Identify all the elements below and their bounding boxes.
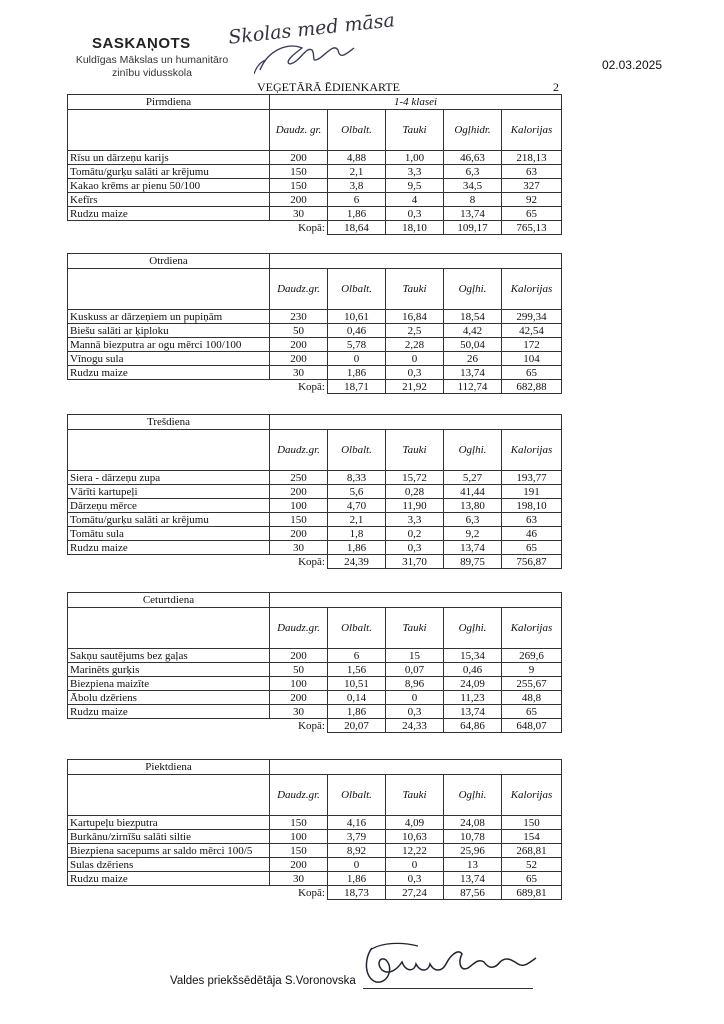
- protein-cell: 1,86: [328, 705, 386, 719]
- kcal-cell: 48,8: [502, 691, 562, 705]
- column-header-row: [68, 430, 562, 471]
- dish-name: Rudzu maize: [68, 366, 270, 380]
- protein-cell: 10,51: [328, 677, 386, 691]
- total-fat: 21,92: [386, 380, 444, 394]
- day-title-row: [68, 254, 562, 269]
- table-row: [68, 872, 562, 886]
- protein-cell: 3,79: [328, 830, 386, 844]
- fat-cell: 3,3: [386, 165, 444, 179]
- carbs-cell: 13,74: [444, 705, 502, 719]
- table-row: [68, 677, 562, 691]
- kcal-cell: 52: [502, 858, 562, 872]
- group-label: [270, 415, 562, 430]
- total-protein: 18,71: [328, 380, 386, 394]
- carbs-cell: 24,08: [444, 816, 502, 830]
- carbs-cell: 15,34: [444, 649, 502, 663]
- table-row: [68, 165, 562, 179]
- document-date: 02.03.2025: [601, 58, 662, 72]
- table-row: [68, 541, 562, 555]
- header-protein: Olbalt.: [328, 110, 386, 151]
- approval-school-line2: zinību vidusskola: [112, 67, 192, 79]
- protein-cell: 10,61: [328, 310, 386, 324]
- fat-cell: 11,90: [386, 499, 444, 513]
- total-fat: 31,70: [386, 555, 444, 569]
- table-row: [68, 663, 562, 677]
- total-fat: 24,33: [386, 719, 444, 733]
- protein-cell: 8,92: [328, 844, 386, 858]
- qty-cell: 30: [270, 207, 328, 221]
- protein-cell: 4,88: [328, 151, 386, 165]
- dish-name: Siera - dārzeņu zupa: [68, 471, 270, 485]
- fat-cell: 10,63: [386, 830, 444, 844]
- header-fat: Tauki: [386, 430, 444, 471]
- total-protein: 24,39: [328, 555, 386, 569]
- qty-cell: 200: [270, 858, 328, 872]
- kcal-cell: 42,54: [502, 324, 562, 338]
- qty-cell: 100: [270, 677, 328, 691]
- dish-name: Kuskuss ar dārzeņiem un pupiņām: [68, 310, 270, 324]
- qty-cell: 50: [270, 324, 328, 338]
- protein-cell: 8,33: [328, 471, 386, 485]
- day-title-row: [68, 760, 562, 775]
- qty-cell: 100: [270, 830, 328, 844]
- qty-cell: 150: [270, 844, 328, 858]
- fat-cell: 0,3: [386, 541, 444, 555]
- total-protein: 18,73: [328, 886, 386, 900]
- fat-cell: 1,00: [386, 151, 444, 165]
- table-row: [68, 366, 562, 380]
- fat-cell: 12,22: [386, 844, 444, 858]
- header-fat: Tauki: [386, 110, 444, 151]
- carbs-cell: 9,2: [444, 527, 502, 541]
- total-label: Kopā:: [68, 886, 328, 900]
- total-kcal: 756,87: [502, 555, 562, 569]
- carbs-cell: 6,3: [444, 165, 502, 179]
- page-number: 2: [553, 80, 559, 94]
- dish-name: Tomātu/gurķu salāti ar krējumu: [68, 513, 270, 527]
- fat-cell: 16,84: [386, 310, 444, 324]
- fat-cell: 4,09: [386, 816, 444, 830]
- approval-stamp-title: SASKAŅOTS: [92, 35, 191, 52]
- day-title-row: [68, 593, 562, 608]
- protein-cell: 2,1: [328, 165, 386, 179]
- total-row: [68, 555, 562, 569]
- carbs-cell: 13,74: [444, 541, 502, 555]
- protein-cell: 5,78: [328, 338, 386, 352]
- document-title: VEĢETĀRĀ ĒDIENKARTE: [257, 80, 400, 94]
- fat-cell: 3,3: [386, 513, 444, 527]
- table-row: [68, 179, 562, 193]
- kcal-cell: 193,77: [502, 471, 562, 485]
- qty-cell: 200: [270, 151, 328, 165]
- total-carbs: 64,86: [444, 719, 502, 733]
- qty-cell: 250: [270, 471, 328, 485]
- qty-cell: 230: [270, 310, 328, 324]
- qty-cell: 200: [270, 352, 328, 366]
- header-protein: Olbalt.: [328, 269, 386, 310]
- fat-cell: 15: [386, 649, 444, 663]
- carbs-cell: 13,74: [444, 207, 502, 221]
- header-fat: Tauki: [386, 269, 444, 310]
- table-row: [68, 485, 562, 499]
- header-calories: Kalorijas: [502, 110, 562, 151]
- qty-cell: 150: [270, 816, 328, 830]
- protein-cell: 0,14: [328, 691, 386, 705]
- header-fat: Tauki: [386, 775, 444, 816]
- fat-cell: 0,2: [386, 527, 444, 541]
- qty-cell: 30: [270, 705, 328, 719]
- total-row: [68, 221, 562, 235]
- fat-cell: 8,96: [386, 677, 444, 691]
- dish-name: Kakao krēms ar pienu 50/100: [68, 179, 270, 193]
- table-row: [68, 705, 562, 719]
- kcal-cell: 268,81: [502, 844, 562, 858]
- total-fat: 27,24: [386, 886, 444, 900]
- table-row: [68, 844, 562, 858]
- total-row: [68, 380, 562, 394]
- fat-cell: 15,72: [386, 471, 444, 485]
- carbs-cell: 34,5: [444, 179, 502, 193]
- kcal-cell: 63: [502, 513, 562, 527]
- header-protein: Olbalt.: [328, 775, 386, 816]
- protein-cell: 2,1: [328, 513, 386, 527]
- protein-cell: 4,16: [328, 816, 386, 830]
- protein-cell: 1,8: [328, 527, 386, 541]
- header-calories: Kalorijas: [502, 775, 562, 816]
- total-kcal: 648,07: [502, 719, 562, 733]
- dish-name: Rudzu maize: [68, 541, 270, 555]
- total-kcal: 765,13: [502, 221, 562, 235]
- qty-cell: 200: [270, 527, 328, 541]
- header-carbs: Ogļhi.: [444, 430, 502, 471]
- table-row: [68, 499, 562, 513]
- carbs-cell: 25,96: [444, 844, 502, 858]
- header-calories: Kalorijas: [502, 608, 562, 649]
- protein-cell: 0: [328, 352, 386, 366]
- table-row: [68, 352, 562, 366]
- kcal-cell: 154: [502, 830, 562, 844]
- dish-name: Tomātu/gurķu salāti ar krējumu: [68, 165, 270, 179]
- table-row: [68, 207, 562, 221]
- carbs-cell: 18,54: [444, 310, 502, 324]
- total-label: Kopā:: [68, 380, 328, 394]
- header-empty-cell: [68, 608, 270, 649]
- day-table-pirmdiena: [67, 94, 562, 235]
- group-label: [270, 593, 562, 608]
- fat-cell: 0,3: [386, 207, 444, 221]
- total-carbs: 109,17: [444, 221, 502, 235]
- day-table-ceturtdiena: [67, 592, 562, 733]
- kcal-cell: 65: [502, 872, 562, 886]
- header-carbs: Ogļhi.: [444, 775, 502, 816]
- dish-name: Biezpiena maizīte: [68, 677, 270, 691]
- carbs-cell: 13,80: [444, 499, 502, 513]
- qty-cell: 200: [270, 649, 328, 663]
- column-header-row: [68, 608, 562, 649]
- protein-cell: 3,8: [328, 179, 386, 193]
- approval-signature-icon: [254, 40, 364, 76]
- dish-name: Burkānu/zirnīšu salāti siltie: [68, 830, 270, 844]
- table-row: [68, 527, 562, 541]
- qty-cell: 150: [270, 165, 328, 179]
- protein-cell: 1,86: [328, 541, 386, 555]
- fat-cell: 4: [386, 193, 444, 207]
- table-row: [68, 649, 562, 663]
- kcal-cell: 65: [502, 541, 562, 555]
- column-header-row: [68, 110, 562, 151]
- fat-cell: 0,07: [386, 663, 444, 677]
- carbs-cell: 11,23: [444, 691, 502, 705]
- total-kcal: 689,81: [502, 886, 562, 900]
- table-row: [68, 858, 562, 872]
- carbs-cell: 13,74: [444, 366, 502, 380]
- qty-cell: 30: [270, 541, 328, 555]
- kcal-cell: 191: [502, 485, 562, 499]
- table-row: [68, 324, 562, 338]
- kcal-cell: 46: [502, 527, 562, 541]
- dish-name: Rudzu maize: [68, 872, 270, 886]
- dish-name: Rīsu un dārzeņu karijs: [68, 151, 270, 165]
- qty-cell: 200: [270, 485, 328, 499]
- total-carbs: 112,74: [444, 380, 502, 394]
- kcal-cell: 269,6: [502, 649, 562, 663]
- carbs-cell: 6,3: [444, 513, 502, 527]
- table-row: [68, 830, 562, 844]
- dish-name: Marinēts gurķis: [68, 663, 270, 677]
- kcal-cell: 65: [502, 705, 562, 719]
- day-name: Trešdiena: [68, 415, 270, 430]
- dish-name: Tomātu sula: [68, 527, 270, 541]
- protein-cell: 1,86: [328, 207, 386, 221]
- group-label: [270, 760, 562, 775]
- header-protein: Olbalt.: [328, 430, 386, 471]
- header-empty-cell: [68, 775, 270, 816]
- day-name: Piektdiena: [68, 760, 270, 775]
- kcal-cell: 65: [502, 207, 562, 221]
- handwritten-approval-note: Skolas med māsa: [227, 9, 396, 49]
- column-header-row: [68, 269, 562, 310]
- qty-cell: 200: [270, 193, 328, 207]
- carbs-cell: 46,63: [444, 151, 502, 165]
- header-calories: Kalorijas: [502, 269, 562, 310]
- dish-name: Vārīti kartupeļi: [68, 485, 270, 499]
- carbs-cell: 0,46: [444, 663, 502, 677]
- signatory-label: Valdes priekšsēdētāja S.Voronovska: [170, 975, 356, 987]
- fat-cell: 0: [386, 691, 444, 705]
- carbs-cell: 8: [444, 193, 502, 207]
- group-label: [270, 254, 562, 269]
- fat-cell: 0: [386, 352, 444, 366]
- carbs-cell: 5,27: [444, 471, 502, 485]
- table-row: [68, 513, 562, 527]
- carbs-cell: 50,04: [444, 338, 502, 352]
- header-empty-cell: [68, 269, 270, 310]
- total-label: Kopā:: [68, 555, 328, 569]
- table-row: [68, 310, 562, 324]
- header-protein: Olbalt.: [328, 608, 386, 649]
- qty-cell: 30: [270, 872, 328, 886]
- protein-cell: 6: [328, 193, 386, 207]
- table-row: [68, 691, 562, 705]
- qty-cell: 150: [270, 179, 328, 193]
- carbs-cell: 10,78: [444, 830, 502, 844]
- fat-cell: 0: [386, 858, 444, 872]
- header-qty: Daudz.gr.: [270, 430, 328, 471]
- total-protein: 20,07: [328, 719, 386, 733]
- fat-cell: 2,5: [386, 324, 444, 338]
- protein-cell: 1,56: [328, 663, 386, 677]
- total-fat: 18,10: [386, 221, 444, 235]
- day-table-piektdiena: [67, 759, 562, 900]
- header-qty: Daudz.gr.: [270, 269, 328, 310]
- day-name: Ceturtdiena: [68, 593, 270, 608]
- protein-cell: 1,86: [328, 366, 386, 380]
- column-header-row: [68, 775, 562, 816]
- header-fat: Tauki: [386, 608, 444, 649]
- fat-cell: 0,3: [386, 705, 444, 719]
- fat-cell: 9,5: [386, 179, 444, 193]
- protein-cell: 0: [328, 858, 386, 872]
- qty-cell: 200: [270, 691, 328, 705]
- dish-name: Biezpiena sacepums ar saldo mērci 100/5: [68, 844, 270, 858]
- approval-school-line1: Kuldīgas Mākslas un humanitāro: [75, 54, 229, 66]
- protein-cell: 1,86: [328, 872, 386, 886]
- dish-name: Vīnogu sula: [68, 352, 270, 366]
- handwritten-signature-icon: [362, 938, 542, 990]
- kcal-cell: 63: [502, 165, 562, 179]
- day-table-otrdiena: [67, 253, 562, 394]
- header-empty-cell: [68, 430, 270, 471]
- day-title-row: [68, 95, 562, 110]
- dish-name: Dārzeņu mērce: [68, 499, 270, 513]
- total-row: [68, 719, 562, 733]
- fat-cell: 0,3: [386, 872, 444, 886]
- total-carbs: 87,56: [444, 886, 502, 900]
- dish-name: Rudzu maize: [68, 207, 270, 221]
- day-name: Pirmdiena: [68, 95, 270, 110]
- group-label: 1-4 klasei: [270, 95, 562, 110]
- kcal-cell: 299,34: [502, 310, 562, 324]
- carbs-cell: 13,74: [444, 872, 502, 886]
- kcal-cell: 327: [502, 179, 562, 193]
- kcal-cell: 172: [502, 338, 562, 352]
- table-row: [68, 471, 562, 485]
- dish-name: Sulas dzēriens: [68, 858, 270, 872]
- table-row: [68, 338, 562, 352]
- protein-cell: 4,70: [328, 499, 386, 513]
- qty-cell: 100: [270, 499, 328, 513]
- header-calories: Kalorijas: [502, 430, 562, 471]
- total-label: Kopā:: [68, 719, 328, 733]
- day-title-row: [68, 415, 562, 430]
- header-qty: Daudz.gr.: [270, 775, 328, 816]
- total-kcal: 682,88: [502, 380, 562, 394]
- table-row: [68, 151, 562, 165]
- dish-name: Kartupeļu biezputra: [68, 816, 270, 830]
- fat-cell: 0,28: [386, 485, 444, 499]
- fat-cell: 2,28: [386, 338, 444, 352]
- fat-cell: 0,3: [386, 366, 444, 380]
- dish-name: Kefīrs: [68, 193, 270, 207]
- kcal-cell: 65: [502, 366, 562, 380]
- kcal-cell: 92: [502, 193, 562, 207]
- kcal-cell: 150: [502, 816, 562, 830]
- table-row: [68, 193, 562, 207]
- header-qty: Daudz.gr.: [270, 608, 328, 649]
- qty-cell: 150: [270, 513, 328, 527]
- kcal-cell: 218,13: [502, 151, 562, 165]
- total-label: Kopā:: [68, 221, 328, 235]
- kcal-cell: 104: [502, 352, 562, 366]
- total-protein: 18,64: [328, 221, 386, 235]
- qty-cell: 50: [270, 663, 328, 677]
- dish-name: Ābolu dzēriens: [68, 691, 270, 705]
- total-row: [68, 886, 562, 900]
- table-row: [68, 816, 562, 830]
- day-name: Otrdiena: [68, 254, 270, 269]
- protein-cell: 6: [328, 649, 386, 663]
- dish-name: Mannā biezputra ar ogu mērci 100/100: [68, 338, 270, 352]
- protein-cell: 5,6: [328, 485, 386, 499]
- day-table-tresdiena: [67, 414, 562, 569]
- kcal-cell: 9: [502, 663, 562, 677]
- header-carbs: Ogļhi.: [444, 608, 502, 649]
- protein-cell: 0,46: [328, 324, 386, 338]
- carbs-cell: 26: [444, 352, 502, 366]
- carbs-cell: 13: [444, 858, 502, 872]
- carbs-cell: 41,44: [444, 485, 502, 499]
- dish-name: Biešu salāti ar ķiploku: [68, 324, 270, 338]
- total-carbs: 89,75: [444, 555, 502, 569]
- carbs-cell: 4,42: [444, 324, 502, 338]
- dish-name: Sakņu sautējums bez gaļas: [68, 649, 270, 663]
- qty-cell: 30: [270, 366, 328, 380]
- kcal-cell: 198,10: [502, 499, 562, 513]
- header-carbs: Ogļhi.: [444, 269, 502, 310]
- header-carbs: Ogļhidr.: [444, 110, 502, 151]
- header-empty-cell: [68, 110, 270, 151]
- dish-name: Rudzu maize: [68, 705, 270, 719]
- qty-cell: 200: [270, 338, 328, 352]
- header-qty: Daudz. gr.: [270, 110, 328, 151]
- carbs-cell: 24,09: [444, 677, 502, 691]
- kcal-cell: 255,67: [502, 677, 562, 691]
